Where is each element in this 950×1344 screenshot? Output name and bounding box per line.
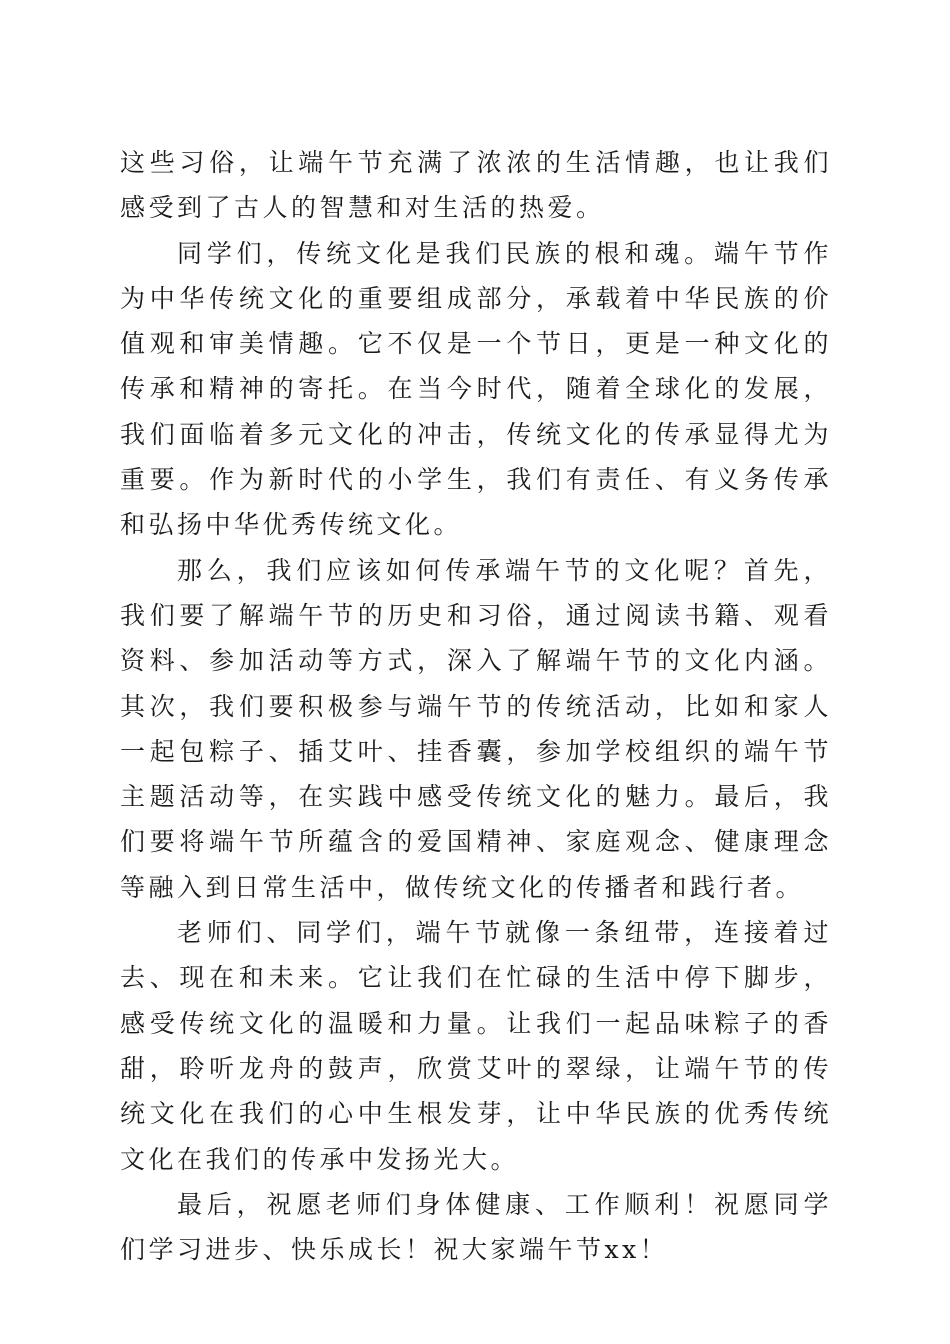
document-body [120, 140, 832, 1272]
paragraph-continuation: 这些习俗，让端午节充满了浓浓的生活情趣，也让我们感受到了古人的智慧和对生活的热爱。 [120, 148, 832, 223]
paragraph-wishes: 最后，祝愿老师们身体健康、工作顺利！祝愿同学们学习进步、快乐成长！祝大家端午节xx！ [120, 1189, 832, 1265]
paragraph-traditional-culture: 同学们，传统文化是我们民族的根和魂。端午节作为中华传统文化的重要组成部分，承载着中华民族的价值观和审美情趣。它不仅是一个节日，更是一种文化的传承和精神的寄托。在当今时代，随着全球化的发展，我们面临着多元文化的冲击，传统文化的传承显得尤为重要。作为新时代的小学生，我们有责任、有义务传承和弘扬中华优秀传统文化。 [120, 238, 832, 540]
paragraph-how-to-inherit: 那么，我们应该如何传承端午节的文化呢？首先，我们要了解端午节的历史和习俗，通过阅读书籍、观看资料、参加活动等方式，深入了解端午节的文化内涵。其次，我们要积极参与端午节的传统活动，比如和家人一起包粽子、插艾叶、挂香囊，参加学校组织的端午节主题活动等，在实践中感受传统文化的魅力。最后，我们要将端午节所蕴含的爱国精神、家庭观念、健康理念等融入到日常生活中，做传统文化的传播者和践行者。 [120, 555, 832, 902]
paragraph-bond: 老师们、同学们，端午节就像一条纽带，连接着过去、现在和未来。它让我们在忙碌的生活中停下脚步，感受传统文化的温暖和力量。让我们一起品味粽子的香甜，聆听龙舟的鼓声，欣赏艾叶的翠绿，让端午节的传统文化在我们的心中生根发芽，让中华民族的优秀传统文化在我们的传承中发扬光大。 [120, 918, 832, 1174]
